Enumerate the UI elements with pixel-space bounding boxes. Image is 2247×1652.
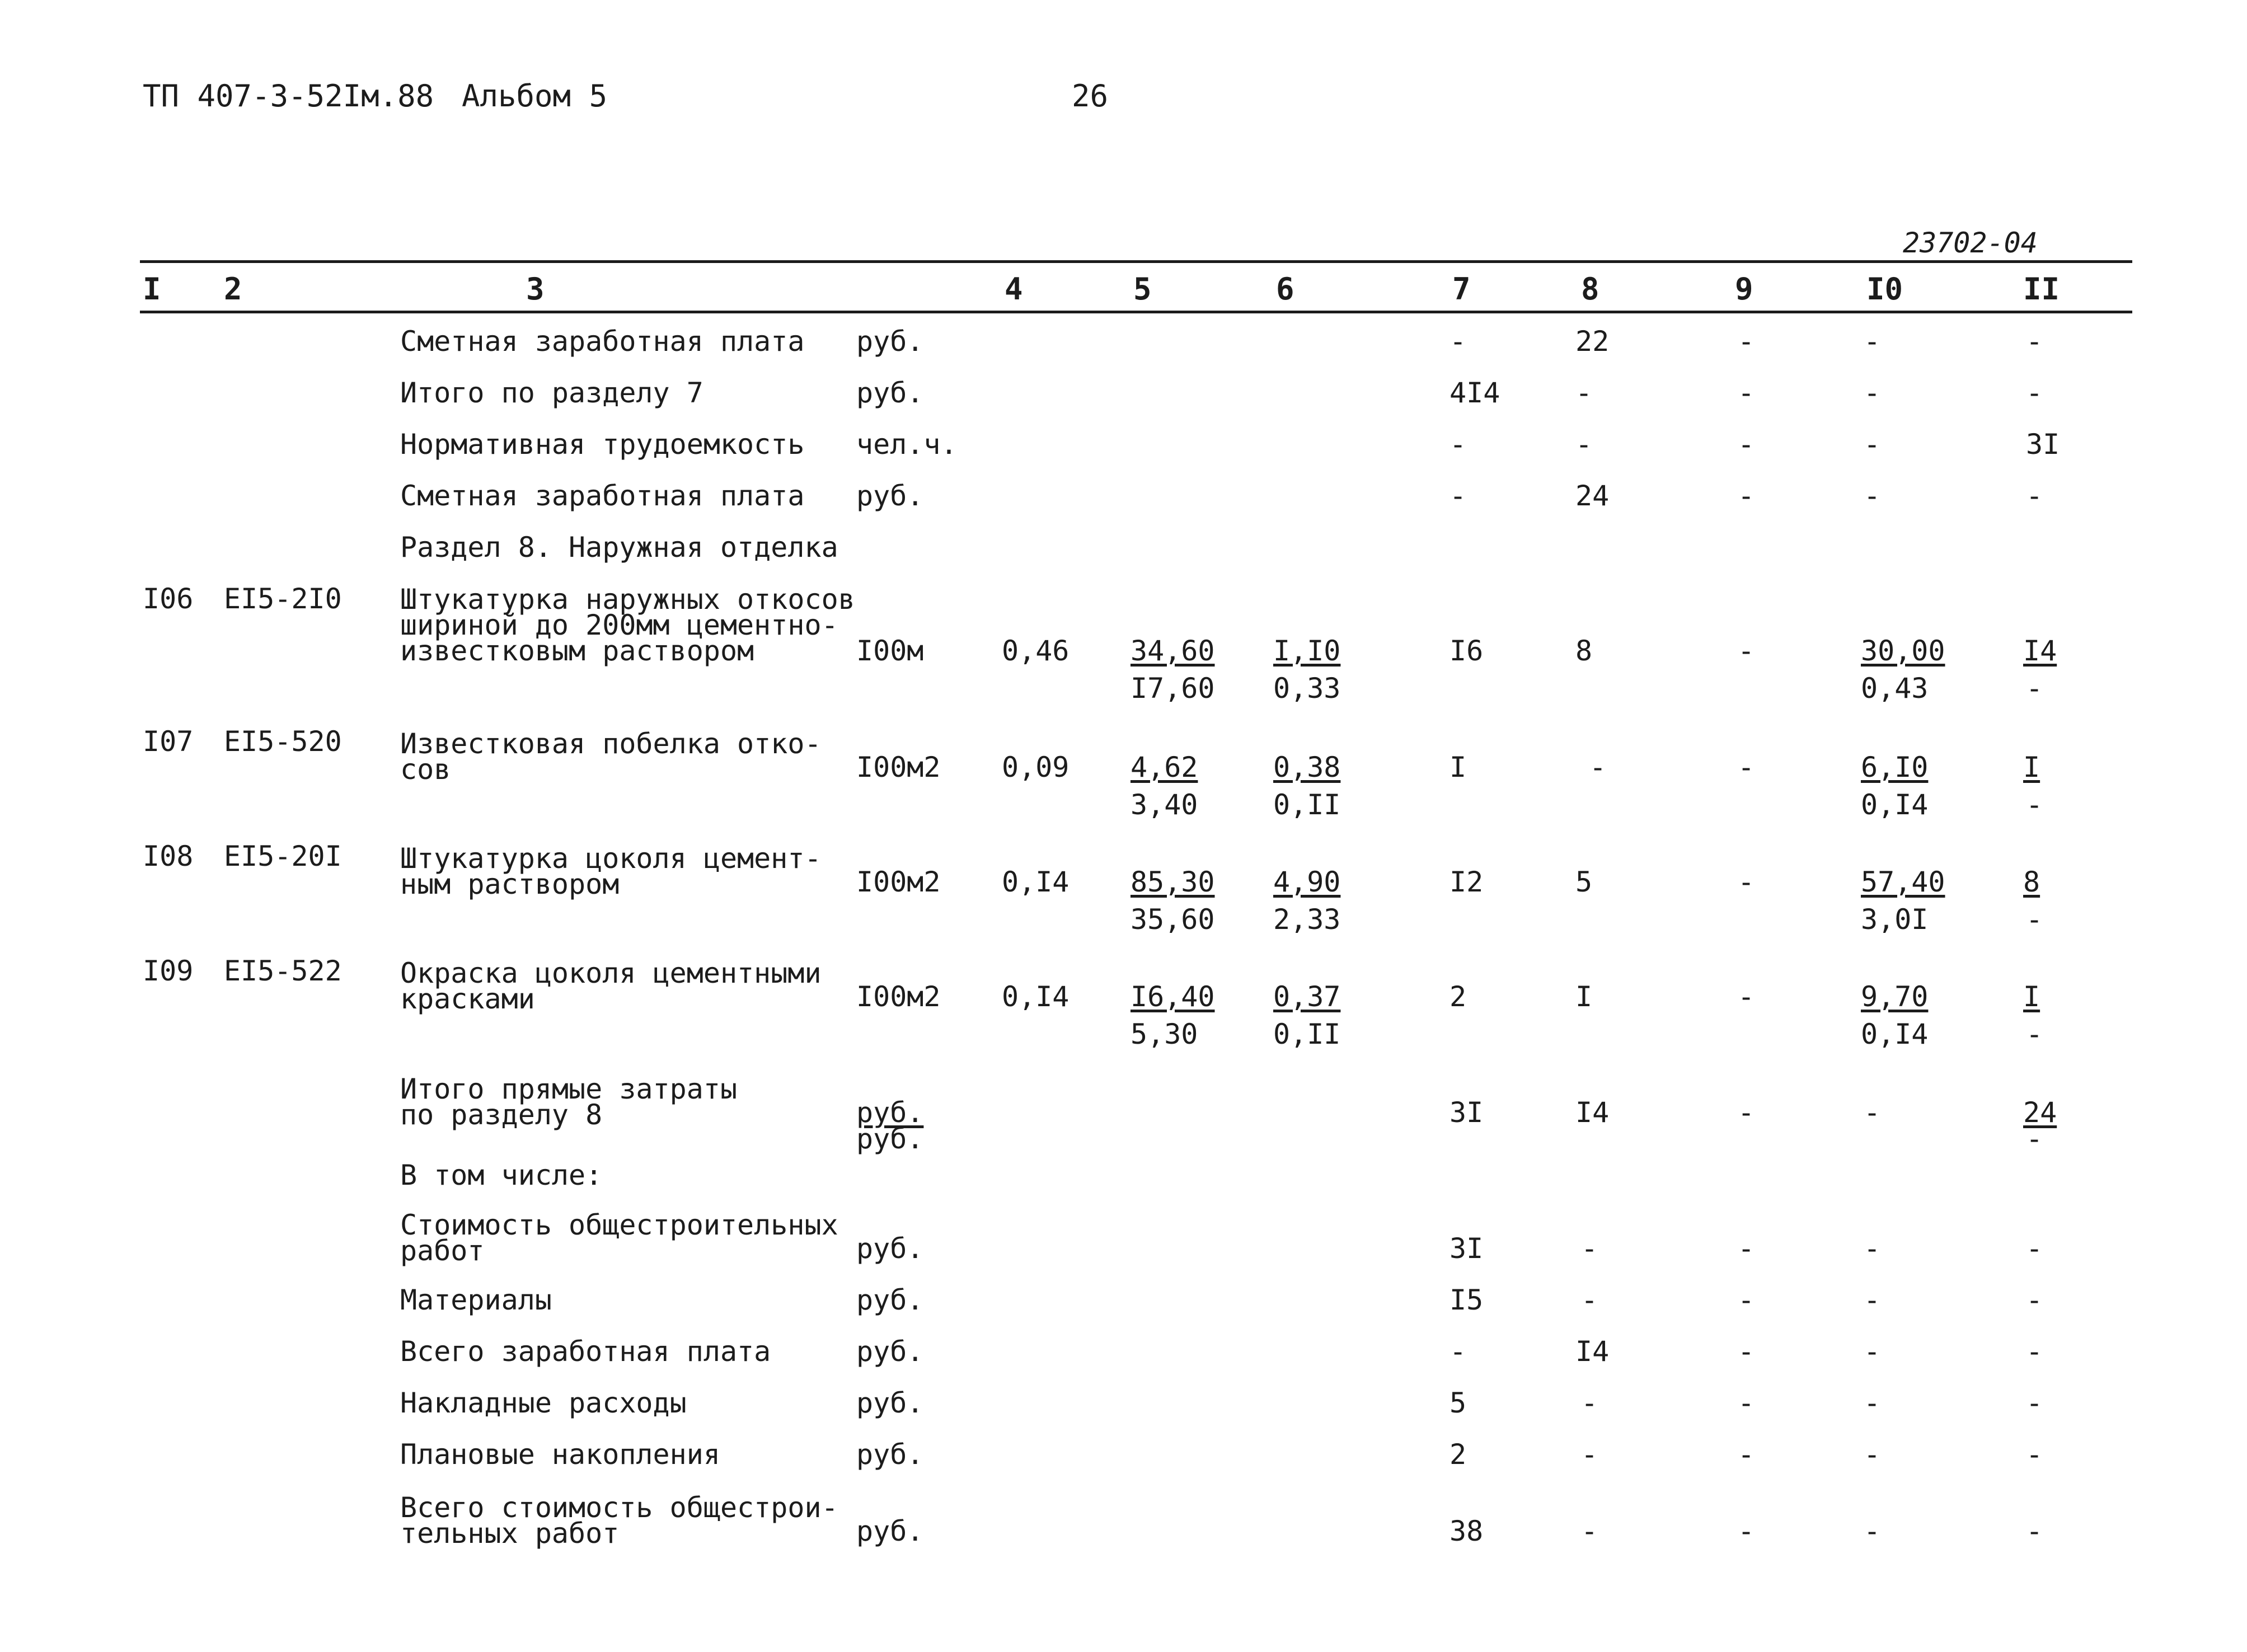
- item-col11-top: 8: [2023, 866, 2040, 898]
- row-col7: -: [1449, 325, 1467, 358]
- row-name: Сметная заработная плата: [400, 325, 805, 358]
- summary-col11: -: [2026, 1515, 2043, 1547]
- summary-col9: -: [1738, 1232, 1755, 1265]
- item-col10-top: 6,I0: [1861, 751, 1929, 783]
- item-col8: I: [1575, 980, 1593, 1013]
- item-col5-bottom: 35,60: [1130, 903, 1215, 936]
- item-code: EI5-520: [224, 725, 342, 758]
- summary-col9: -: [1738, 1335, 1755, 1368]
- item-col5-bottom: 3,40: [1130, 789, 1198, 821]
- item-col10-top: 30,00: [1861, 635, 1945, 667]
- row-name: Итого по разделу 7: [400, 377, 703, 409]
- summary-col9: -: [1738, 1284, 1755, 1316]
- item-col10-bottom: 0,I4: [1861, 789, 1929, 821]
- row-col11: 3I: [2026, 428, 2060, 461]
- item-col8: 5: [1575, 866, 1593, 898]
- item-col6-bottom: 0,II: [1273, 789, 1341, 821]
- row-col10: -: [1864, 377, 1881, 409]
- total-col7: 3I: [1449, 1096, 1484, 1129]
- summary-col10: -: [1864, 1284, 1881, 1316]
- item-name-line: Известковая побелка отко-: [400, 728, 822, 760]
- item-name-line: Штукатурка цоколя цемент-: [400, 842, 822, 875]
- col-header-9: 9: [1735, 271, 1753, 307]
- item-col5-top: 85,30: [1130, 866, 1215, 898]
- summary-col7: I5: [1449, 1284, 1484, 1316]
- row-col10: -: [1864, 480, 1881, 512]
- item-unit: I00м2: [856, 980, 941, 1013]
- row-col11: -: [2026, 480, 2043, 512]
- item-col7: I2: [1449, 866, 1484, 898]
- total-name-line: по разделу 8: [400, 1099, 603, 1131]
- handwritten-stamp: 23702-04: [1903, 227, 2038, 259]
- item-number: I09: [143, 955, 194, 987]
- row-col7: -: [1449, 428, 1467, 461]
- summary-unit: руб.: [856, 1284, 924, 1316]
- total-name-line: Итого прямые затраты: [400, 1073, 738, 1105]
- summary-col8: -: [1581, 1438, 1598, 1471]
- total-col11-top: 24: [2023, 1096, 2057, 1129]
- item-col6-bottom: 2,33: [1273, 903, 1341, 936]
- item-unit: I00м2: [856, 751, 941, 783]
- item-col6-top: 0,37: [1273, 980, 1341, 1013]
- including-label: В том числе:: [400, 1159, 603, 1191]
- summary-col11: -: [2026, 1232, 2043, 1265]
- item-col5-top: 34,60: [1130, 635, 1215, 667]
- summary-col7: -: [1449, 1335, 1467, 1368]
- item-col9: -: [1738, 635, 1755, 667]
- row-col8: 22: [1575, 325, 1610, 358]
- col-header-4: 4: [1005, 271, 1023, 307]
- item-col11-bottom: -: [2026, 672, 2043, 705]
- item-col11-top: I: [2023, 751, 2040, 783]
- row-unit: руб.: [856, 325, 924, 358]
- item-col10-top: 9,70: [1861, 980, 1929, 1013]
- summary-col11: -: [2026, 1438, 2043, 1471]
- item-col11-top: I: [2023, 980, 2040, 1013]
- summary-unit: руб.: [856, 1232, 924, 1265]
- row-col11: -: [2026, 377, 2043, 409]
- item-col6-top: 0,38: [1273, 751, 1341, 783]
- item-col5-bottom: I7,60: [1130, 672, 1215, 705]
- item-col6-top: I,I0: [1273, 635, 1341, 667]
- summary-col7: 5: [1449, 1387, 1467, 1419]
- row-col7: -: [1449, 480, 1467, 512]
- total-unit-bottom: руб.: [856, 1123, 924, 1155]
- col-header-1: I: [143, 271, 161, 307]
- item-col8: 8: [1575, 635, 1593, 667]
- row-col9: -: [1738, 325, 1755, 358]
- item-col7: I6: [1449, 635, 1484, 667]
- total-col10: -: [1864, 1096, 1881, 1129]
- row-col8: -: [1575, 377, 1593, 409]
- item-col11-bottom: -: [2026, 903, 2043, 936]
- row-col9: -: [1738, 480, 1755, 512]
- item-col8: -: [1589, 751, 1607, 783]
- summary-col10: -: [1864, 1335, 1881, 1368]
- item-col6-top: 4,90: [1273, 866, 1341, 898]
- col-header-6: 6: [1276, 271, 1294, 307]
- row-col9: -: [1738, 428, 1755, 461]
- item-code: EI5-2I0: [224, 583, 342, 615]
- item-name-line: известковым раствором: [400, 635, 754, 667]
- summary-unit: руб.: [856, 1438, 924, 1471]
- row-name: Сметная заработная плата: [400, 480, 805, 512]
- item-col11-bottom: -: [2026, 789, 2043, 821]
- item-qty: 0,09: [1002, 751, 1069, 783]
- item-number: I08: [143, 840, 194, 872]
- summary-col7: 38: [1449, 1515, 1484, 1547]
- item-col9: -: [1738, 751, 1755, 783]
- summary-col11: -: [2026, 1284, 2043, 1316]
- row-col7: 4I4: [1449, 377, 1500, 409]
- summary-col11: -: [2026, 1387, 2043, 1419]
- item-unit: I00м2: [856, 866, 941, 898]
- row-col10: -: [1864, 428, 1881, 461]
- album-label: Альбом 5: [462, 78, 608, 114]
- col-header-2: 2: [224, 271, 242, 307]
- item-col5-top: 4,62: [1130, 751, 1198, 783]
- summary-col8: -: [1581, 1387, 1598, 1419]
- item-number: I06: [143, 583, 194, 615]
- summary-col10: -: [1864, 1387, 1881, 1419]
- item-col10-top: 57,40: [1861, 866, 1945, 898]
- total-col11-bottom: -: [2026, 1123, 2043, 1155]
- item-col10-bottom: 0,43: [1861, 672, 1929, 705]
- summary-col8: -: [1581, 1284, 1598, 1316]
- total-col8: I4: [1575, 1096, 1610, 1129]
- row-col11: -: [2026, 325, 2043, 358]
- item-name-line: ным раствором: [400, 868, 620, 900]
- item-unit: I00м: [856, 635, 924, 667]
- col-header-5: 5: [1133, 271, 1152, 307]
- item-col9: -: [1738, 980, 1755, 1013]
- row-col10: -: [1864, 325, 1881, 358]
- summary-name-line: тельных работ: [400, 1517, 620, 1550]
- item-col5-top: I6,40: [1130, 980, 1215, 1013]
- item-qty: 0,I4: [1002, 866, 1069, 898]
- summary-name-line: Плановые накопления: [400, 1438, 720, 1471]
- row-unit: чел.ч.: [856, 428, 958, 461]
- col-header-8: 8: [1581, 271, 1599, 307]
- item-col11-top: I4: [2023, 635, 2057, 667]
- summary-unit: руб.: [856, 1387, 924, 1419]
- item-code: EI5-522: [224, 955, 342, 987]
- summary-unit: руб.: [856, 1335, 924, 1368]
- item-col7: I: [1449, 751, 1467, 783]
- item-name-line: сов: [400, 753, 451, 786]
- summary-col7: 3I: [1449, 1232, 1484, 1265]
- item-name-line: красками: [400, 983, 535, 1015]
- summary-name-line: Всего стоимость общестрои-: [400, 1491, 838, 1524]
- row-unit: руб.: [856, 480, 924, 512]
- summary-col10: -: [1864, 1438, 1881, 1471]
- row-unit: руб.: [856, 377, 924, 409]
- row-col9: -: [1738, 377, 1755, 409]
- summary-unit: руб.: [856, 1515, 924, 1547]
- col-header-3: 3: [526, 271, 545, 307]
- item-code: EI5-20I: [224, 840, 342, 872]
- col-header-7: 7: [1452, 271, 1471, 307]
- summary-name-line: работ: [400, 1235, 485, 1267]
- summary-col9: -: [1738, 1387, 1755, 1419]
- item-col6-bottom: 0,33: [1273, 672, 1341, 705]
- summary-name-line: Всего заработная плата: [400, 1335, 771, 1368]
- summary-col10: -: [1864, 1515, 1881, 1547]
- col-header-10: I0: [1866, 271, 1903, 307]
- item-number: I07: [143, 725, 194, 758]
- summary-name-line: Материалы: [400, 1284, 552, 1316]
- table-top-rule: [140, 260, 2132, 263]
- col-header-11: II: [2023, 271, 2060, 307]
- row-col8: 24: [1575, 480, 1610, 512]
- summary-col8: I4: [1575, 1335, 1610, 1368]
- table-header-rule: [140, 311, 2132, 313]
- total-col9: -: [1738, 1096, 1755, 1129]
- total-unit-top: руб.: [856, 1096, 924, 1129]
- page-number: 26: [1072, 78, 1109, 114]
- item-col9: -: [1738, 866, 1755, 898]
- item-name-line: Штукатурка наружных откосов: [400, 583, 855, 616]
- item-qty: 0,I4: [1002, 980, 1069, 1013]
- summary-col10: -: [1864, 1232, 1881, 1265]
- summary-col11: -: [2026, 1335, 2043, 1368]
- summary-name-line: Стоимость общестроительных: [400, 1209, 838, 1241]
- summary-col9: -: [1738, 1438, 1755, 1471]
- row-name: Нормативная трудоемкость: [400, 428, 805, 461]
- summary-col8: -: [1581, 1232, 1598, 1265]
- item-name-line: шириной до 200мм цементно-: [400, 609, 838, 641]
- summary-name-line: Накладные расходы: [400, 1387, 687, 1419]
- item-col10-bottom: 3,0I: [1861, 903, 1929, 936]
- item-col11-bottom: -: [2026, 1018, 2043, 1050]
- summary-col8: -: [1581, 1515, 1598, 1547]
- section-title: Раздел 8. Наружная отделка: [400, 531, 838, 564]
- item-name-line: Окраска цоколя цементными: [400, 957, 822, 989]
- document-code: ТП 407-3-52Iм.88: [143, 78, 434, 114]
- item-col5-bottom: 5,30: [1130, 1018, 1198, 1050]
- item-col7: 2: [1449, 980, 1467, 1013]
- item-col6-bottom: 0,II: [1273, 1018, 1341, 1050]
- row-col8: -: [1575, 428, 1593, 461]
- item-qty: 0,46: [1002, 635, 1069, 667]
- item-col10-bottom: 0,I4: [1861, 1018, 1929, 1050]
- summary-col9: -: [1738, 1515, 1755, 1547]
- summary-col7: 2: [1449, 1438, 1467, 1471]
